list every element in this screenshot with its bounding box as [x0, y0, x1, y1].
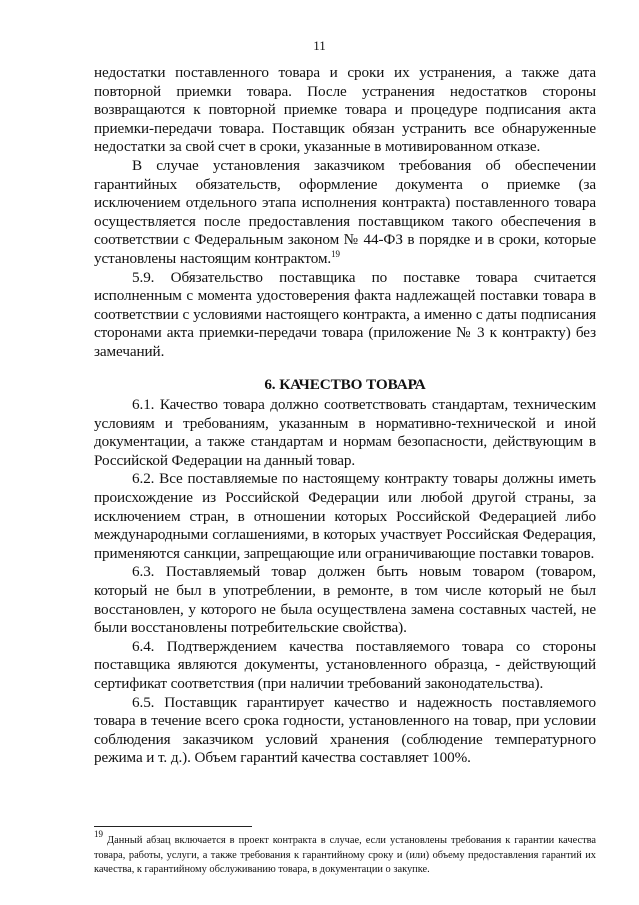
- section-heading: 6. КАЧЕСТВО ТОВАРА: [264, 375, 426, 393]
- paragraph-6-4: 6.4. Подтверждением качества поставляемого товара со стороны поставщика являются документы, установленного образца, - действующий сертификат соответствия (при наличии требований законодательства).: [94, 637, 596, 692]
- footnote-text-block: [94, 829, 596, 878]
- footnote-reference[interactable]: 19: [331, 248, 340, 259]
- paragraph-5-9: 5.9. Обязательство поставщика по поставке товара считается исполненным с момента удостоверения факта надлежащей поставки товара в соответствии с условиями настоящего контракта, а именно с даты подписания сторонами акта приемки-передачи товара (приложение № 3 к контракту) без замечаний.: [94, 268, 596, 360]
- footnote-separator: [94, 826, 252, 827]
- paragraph-6-1: 6.1. Качество товара должно соответствовать стандартам, техническим условиям и требованиям, указанным в нормативно-технической и иной документации, а также стандартам и нормам безопасности, действующим в Российской Федерации на данный товар.: [94, 396, 596, 469]
- page-number: 11: [313, 38, 326, 53]
- footnote-text: Данный абзац включается в проект контракта в случае, если установлены требования к гарантии качества товара, работы, услуги, а также требования к гарантийному сроку и (или) объему предоставления гарантий их качества, к гарантийному обслуживанию товара, в документации о закупке.: [94, 835, 596, 876]
- document-body: [94, 64, 596, 768]
- footnote: [94, 829, 596, 878]
- paragraph-guarantee-security: [94, 157, 596, 269]
- paragraph-6-5: 6.5. Поставщик гарантирует качество и надежность поставляемого товара в течение всего срока годности, установленного на товар, при условии соблюдения заказчиком условий хранения (соблюдение температурного режима и т. д.). Объем гарантий качества составляет 100%.: [94, 693, 596, 767]
- paragraph-continuation: недостатки поставленного товара и сроки их устранения, а также дата повторной приемки товара. После устранения недостатков стороны возвращаются к повторной приемке товара и процедуре подписания акта приемки-передачи товара. Поставщик обязан устранить все обнаруженные недостатки за свой счет в сроки, указанные в мотивированном отказе.: [94, 64, 596, 156]
- paragraph-6-3: 6.3. Поставляемый товар должен быть новым товаром (товаром, который не был в употреблении, в ремонте, в том числе который не был восстановлен, у которого не была осуществлена замена составных частей, не были восстановлены потребительские свойства).: [94, 563, 596, 637]
- footnote-number: 19: [94, 829, 103, 839]
- paragraph-6-2: 6.2. Все поставляемые по настоящему контракту товары должны иметь происхождение из Российской Федерации или любой другой страны, за исключением стран, в отношении которых Российской Федерацией либо международными соглашениями, в которых участвует Российская Федерация, применяются санкции, запрещающие или ограничивающие поставки товаров.: [94, 470, 596, 562]
- paragraph-text: В случае установления заказчиком требования об обеспечении гарантийных обязательств, оформление документа о приемке (за исключением отдельного этапа исполнения контракта) поставленного товара осуществляется после предоставления поставщиком такого обеспечения в соответствии с Федеральным законом № 44-ФЗ в порядке и в сроки, которые установлены настоящим контрактом.: [94, 156, 596, 267]
